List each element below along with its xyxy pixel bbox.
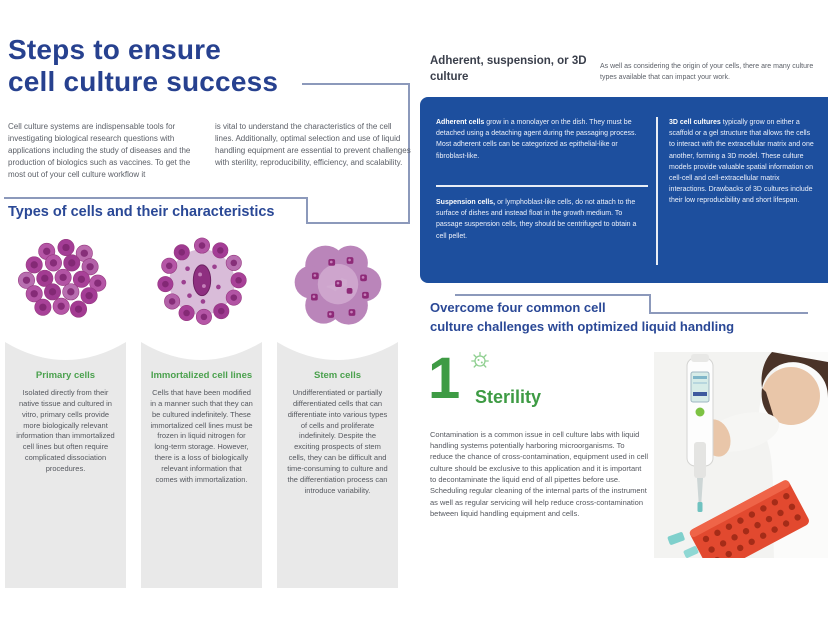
stem-cells-icon [285, 234, 391, 340]
challenge-title: Sterility [475, 387, 542, 407]
card-title-stem-cells: Stem cells [314, 370, 361, 381]
challenge-number: 1 [428, 346, 461, 411]
card-wave-divider [5, 340, 126, 366]
cell-types-heading: Types of cells and their characteristics [8, 204, 275, 220]
cell-type-cards [5, 238, 398, 588]
card-text-immortalized: Cells that have been modified in a manner such that they can be cultured indefinitely. These immortalized cell lines must be frozen in liquid nitrogen for long-term storage. However, there is a loss of biologically relevant information that comes with immortalization. [150, 387, 253, 484]
challenges-heading-line1: Overcome four common cell [430, 300, 606, 315]
card-title-primary-cells: Primary cells [35, 370, 96, 381]
card-body [141, 366, 262, 588]
adherent-cells-paragraph [436, 117, 648, 162]
suspension-cells-paragraph [436, 197, 648, 242]
challenge-body: Contamination is a common issue in cell culture labs with liquid handling systems potentially harboring microorganisms. To reduce the chance of cross-contamination, equipment used in cell culture should be exclusive to this application and it is important to decontaminate the liquid end of all pipettes before use. Scheduling regular cleaning of the internal parts of the instrument as well as regular servicing will help reduce cross-contamination between liquid handling equipment and cells. [430, 429, 649, 519]
challenges-heading [430, 299, 825, 337]
panel-vertical-divider [656, 117, 658, 265]
immortalized-cells-illustration [141, 238, 262, 340]
immortalized-cells-icon [149, 234, 255, 340]
challenges-heading-line2: culture challenges with optimized liquid handling [430, 318, 735, 334]
page-title-line2: cell culture success [8, 66, 279, 98]
suspension-cells-lead: Suspension cells, [436, 199, 496, 206]
culture-types-intro: As well as considering the origin of your cells, there are many culture types available that can impact your work. [600, 63, 814, 81]
panel-horizontal-divider [436, 185, 648, 187]
page-title [8, 34, 278, 98]
intro-paragraph-left: Cell culture systems are indispensable tools for investigating biological research questions with applications including the study of diseases and the production of biologics such as vaccines. To get the most out of your cell culture workflow it [8, 122, 191, 179]
card-wave-divider [277, 340, 398, 366]
culture-types-panel [420, 97, 828, 283]
primary-cells-icon [13, 234, 119, 340]
card-body [277, 366, 398, 588]
pipetting-photo [654, 352, 828, 558]
card-text-stem-cells: Undifferentiated or partially differentiated cells that can differentiate into various types of cells and proliferate indefinitely. Despite the exciting prospects of stem cells, they can be difficult and time-consuming to culture and the differentiation process can introduce variability. [287, 387, 388, 495]
intro-paragraph-right: is vital to understand the characteristics of the cell lines. Additionally, optimal selection and use of liquid handling equipment are essential to prevent challenges with sterility, reproducibility, efficiency, and scalability. [215, 122, 411, 167]
microbe-icon [469, 349, 491, 371]
card-primary-cells [5, 238, 126, 588]
suspension-cells-body: or lymphoblast-like cells, do not attach to the surface of dishes and instead float in the growth medium. To passage suspension cells, they should be centrifuged to obtain a cell pellet. [436, 199, 637, 240]
threed-cultures-body: typically grow on either a scaffold or a gel structure that allows the cells to interact with the extracellular matrix and one another, forming a 3D model. These culture models provide valuable spatial information on cell-cell and cell-extracellular matrix interactions. Drawbacks of 3D cultures include their low reproducibility and short lifespan. [669, 119, 814, 205]
primary-cells-illustration [5, 238, 126, 340]
stem-cells-illustration [277, 238, 398, 340]
card-text-primary-cells: Isolated directly from their native tissue and cultured in vitro, primary cells provide more biologically relevant information than immortalized cell lines but often require complicated dissociation procedures. [16, 387, 115, 473]
threed-cultures-paragraph [669, 117, 815, 207]
threed-cultures-lead: 3D cell cultures [669, 119, 721, 126]
page-title-line1: Steps to ensure [8, 34, 222, 65]
card-stem-cells [277, 238, 398, 588]
card-wave-divider [141, 340, 262, 366]
adherent-cells-lead: Adherent cells [436, 119, 485, 126]
culture-types-heading: Adherent, suspension, or 3D culture [430, 55, 587, 83]
adherent-cells-body: grow in a monolayer on the dish. They must be detached using a detaching agent during the passaging process. Most adherent cells can be categorized as epithelial-like or fibroblast-like. [436, 119, 637, 160]
card-immortalized-cell-lines [141, 238, 262, 588]
card-body [5, 366, 126, 588]
card-title-immortalized: Immortalized cell lines [150, 370, 253, 381]
